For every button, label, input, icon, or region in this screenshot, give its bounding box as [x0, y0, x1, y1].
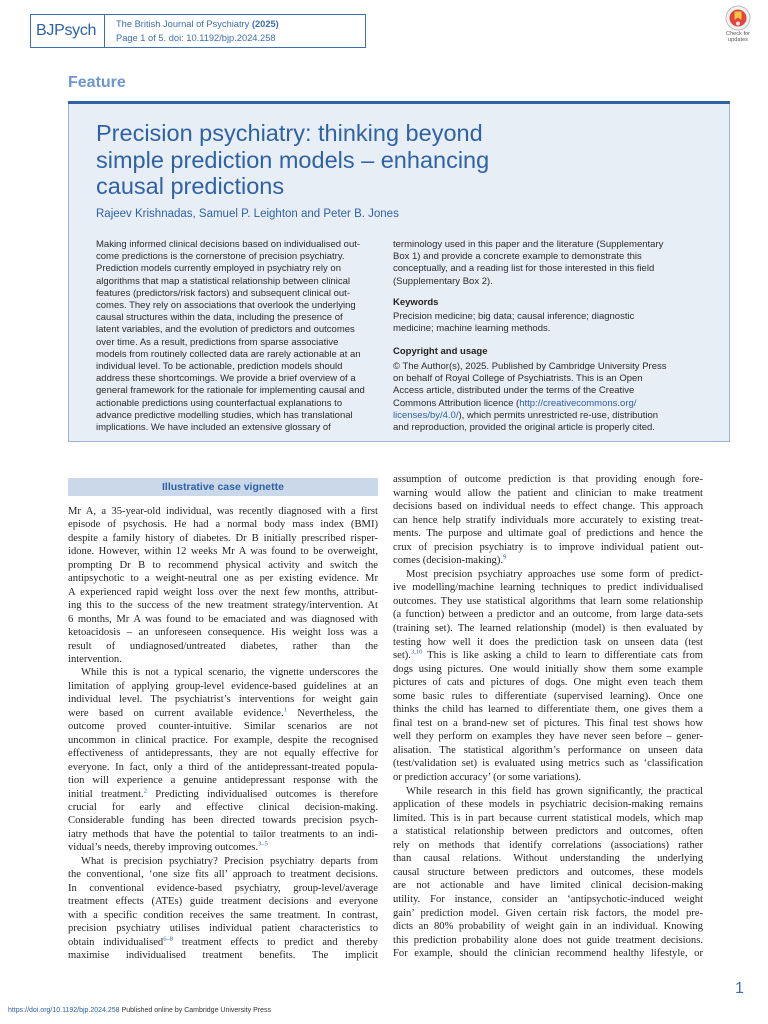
citation-ref[interactable]: 3,10	[410, 648, 423, 656]
body-line: episode of psychosis. He had a normal body mass index (BMI)	[68, 519, 378, 531]
body-line: (test/validation set) is evaluated using metrics such as ‘classification	[393, 758, 703, 770]
abstract-line: algorithms that map a statistical relationship between clinical	[96, 275, 350, 287]
body-line: While this is not a typical scenario, the vignette underscores the	[81, 667, 378, 679]
body-line: some basic rules to differentiate (supervised learning). Once one	[393, 690, 703, 702]
page-footer	[8, 1006, 271, 1015]
body-line: alisation. The statistical algorithm’s performance on unseen data	[393, 744, 703, 756]
abstract-line: causal structures within the data, including the presence of	[96, 312, 343, 324]
journal-name: The British Journal of Psychiatry	[116, 19, 250, 29]
body-line	[68, 841, 378, 854]
abstract-right-column	[393, 239, 693, 288]
body-line: dicts an 80% probability of weight gain in an individual. Knowing	[393, 921, 703, 933]
body-line: gain’ prediction model. Given certain risk factors, the model pre-	[393, 907, 703, 919]
abstract-line: over time. As a result, predictions from sparse associative	[96, 336, 339, 348]
body-line: intervention.	[68, 653, 122, 665]
body-line: rely on methods that identify correlations (associations) rather	[393, 839, 703, 851]
abstract-line: general framework for the rationale for implementing causal and	[96, 385, 365, 397]
body-line: uncommon in clinical practice. For example, despite the recognised	[68, 734, 378, 746]
abstract-line: terminology used in this paper and the literature (Supplementary	[393, 239, 664, 250]
citation-ref[interactable]: 9	[503, 553, 507, 561]
page-number: 1	[735, 980, 744, 997]
copyright-text: Commons Attribution licence (	[393, 397, 520, 409]
body-line	[68, 707, 378, 720]
journal-logo[interactable]: BJPsych	[36, 22, 97, 39]
body-line: a statistical relationship between predictors and outcomes, often	[393, 826, 703, 838]
body-line: effectiveness of antidepressants, they are not equally effective for	[68, 748, 378, 760]
body-line: causal structure between predictors and outcomes, these models	[393, 866, 703, 878]
body-text: treatment effects to predict and thereby	[173, 936, 378, 948]
publisher-note: Published online by Cambridge University Press	[121, 1007, 271, 1014]
abstract-line: comes. They rely on associations that overlook the underlying	[96, 300, 356, 312]
body-text: comes (decision-making).	[393, 555, 504, 567]
body-line: utility. For instance, consider an ‘antipsychotic-induced weight	[393, 893, 703, 905]
body-text: set).	[393, 650, 411, 662]
crossmark-label-2: updates	[728, 37, 748, 44]
title-line: simple prediction models – enhancing	[96, 146, 490, 173]
body-text: initial treatment.	[68, 788, 144, 800]
keywords-heading: Keywords	[393, 297, 439, 308]
section-heading: Illustrative case vignette	[68, 478, 378, 496]
journal-citation	[116, 17, 279, 31]
body-line: A experienced rapid weight loss over the next few months, attribut-	[68, 586, 378, 598]
body-line: In conventional evidence-based psychiatry, group-level/average	[68, 882, 378, 894]
abstract-left-column	[96, 239, 378, 434]
author-list: Rajeev Krishnadas, Samuel P. Leighton and Peter B. Jones	[96, 208, 399, 220]
title-line: causal predictions	[96, 173, 285, 199]
body-line: warning would allow the patient and clinician to make treatment	[393, 487, 703, 499]
body-line: Considerable funding has been directed towards precision psych-	[68, 815, 378, 827]
body-line: with a specific condition receives the same treatment. In contrast,	[68, 909, 378, 921]
body-line: thinks the child has learned to differentiate them, one gives them a	[393, 704, 703, 716]
article-title	[96, 120, 489, 200]
abstract-line: latent variables, and the evolution of predictors and outcomes	[96, 324, 355, 336]
abstract-line: individual level. To be actionable, prediction models should	[96, 361, 343, 373]
abstract-line: address these shortcomings. We provide a brief overview of a	[96, 373, 356, 385]
license-link[interactable]: http://creativecommons.org/	[519, 397, 637, 409]
body-line: or prediction accuracy’ (or some variations).	[393, 772, 582, 784]
abstract-line: models from routinely collected data are rarely actionable at an	[96, 348, 361, 360]
abstract-line: Prediction models currently employed in psychiatry rely on	[96, 263, 341, 275]
body-line: than causal relations. Without understanding the underlying	[393, 853, 703, 865]
abstract-line: implications. We have included an extensive glossary of	[96, 422, 331, 434]
citation-ref[interactable]: 2	[143, 786, 147, 794]
body-text: Nevertheless, the	[286, 707, 378, 719]
body-line	[393, 649, 703, 663]
body-line: result of undiagnosed/untreated diabetes, rather than the	[68, 640, 378, 652]
keywords-line: medicine; machine learning methods.	[393, 323, 551, 335]
copyright-text: ), which permits unrestricted re-use, distribution	[458, 409, 659, 421]
citation-ref[interactable]: 1	[283, 706, 287, 714]
body-line: testing how well it does the prediction task on unseen data (test	[393, 636, 703, 648]
abstract-line: actionable predictions using counterfactual explanations to	[96, 397, 343, 409]
abstract-line: Box 1) and provide a concrete example to demonstrate this	[393, 251, 642, 263]
body-line: assumption of outcome prediction is that providing enough fore-	[393, 474, 703, 485]
body-line: well they perform on examples they have never seen before – gener-	[393, 731, 703, 743]
body-line: everyone. In fact, only a third of the antidepressant-treated popula-	[68, 761, 378, 773]
crossmark-icon	[725, 5, 751, 31]
body-line: ive modelling/machine learning techniques to predict individualised	[393, 582, 703, 594]
body-line: limited. This is in part because current statistical models, which map	[393, 812, 703, 824]
body-line: limitation of applying group-level evidence-based guidelines at an	[68, 680, 378, 692]
copyright-line: and reproduction, provided the original article is properly cited.	[393, 422, 655, 434]
body-line: ments. The purpose and ultimate goal of predictions and hence the	[393, 528, 703, 540]
body-line: the conventional, ‘one size fits all’ approach to treatment decisions.	[68, 869, 378, 881]
keywords-list	[393, 311, 693, 335]
body-right-column	[393, 473, 703, 961]
abstract-line: come predictions is the cornerstone of precision psychiatry.	[96, 251, 345, 263]
body-line: 6 months, Mr A was found to be emaciated and was diagnosed with	[68, 613, 378, 625]
body-line: ing this to the success of the new treatment strategy/intervention. At	[68, 600, 378, 612]
journal-header	[30, 14, 366, 48]
body-line: tion will experience a genuine antidepressant response with the	[68, 775, 378, 787]
page-doi[interactable]: Page 1 of 5. doi: 10.1192/bjp.2024.258	[116, 33, 276, 43]
body-line: final test on a brand-new set of pictures. This final test shows how	[393, 717, 703, 729]
body-line: pictures of cats and pictures of dogs. One might even teach them	[393, 677, 703, 689]
copyright-line	[393, 410, 693, 422]
journal-year: (2025)	[251, 19, 279, 29]
body-line: idone. However, within 12 weeks Mr A was found to be overweight,	[68, 546, 378, 558]
body-line: (training set). The learned relationship (model) is then evaluated by	[393, 623, 703, 635]
body-line	[393, 554, 703, 568]
body-line: application of these models in psychiatric decision-making remains	[393, 799, 703, 811]
journal-info	[116, 17, 279, 45]
abstract-line: (Supplementary Box 2).	[393, 275, 493, 287]
copyright-line: on behalf of Royal College of Psychiatrists. This is an Open	[393, 373, 643, 385]
body-left-column	[68, 505, 378, 962]
body-line: crucial for early and effective clinical decision-making.	[68, 801, 378, 813]
body-line: Mr A, a 35-year-old individual, was recently diagnosed with a first	[68, 506, 378, 517]
body-line: can hence help stratify individuals more accurately to existing treat-	[393, 514, 703, 526]
citation-ref[interactable]: 3–5	[258, 840, 268, 848]
body-line: outcomes. They use statistical algorithms that learn some relationship	[393, 595, 703, 607]
copyright-line	[393, 398, 693, 410]
body-line	[68, 936, 378, 949]
body-line: decisions based on individual needs to effect change. This approach	[393, 501, 703, 513]
body-line: For example, should the clinician recommend healthy lifestyle, or	[393, 948, 703, 960]
body-line: dogs using pictures. One would initially show them some example	[393, 663, 703, 675]
copyright-line: Access article, distributed under the terms of the Creative	[393, 385, 635, 397]
body-text: were based on current available evidence.	[68, 707, 284, 719]
body-text: obtain individualised	[68, 936, 164, 948]
license-link[interactable]: licenses/by/4.0/	[393, 409, 459, 421]
abstract-line: features (predictors/risk factors) and subsequent clinical out-	[96, 287, 350, 299]
check-for-updates-badge[interactable]	[716, 5, 760, 43]
body-line: maximise individualised treatment benefits. The implicit	[68, 949, 378, 961]
body-line: individual level. The psychiatrist’s interventions for weight gain	[68, 694, 378, 706]
body-text: Predicting individualised outcomes is therefore	[146, 788, 378, 800]
body-line	[68, 788, 378, 801]
abstract-line: Making informed clinical decisions based on individualised out-	[96, 239, 361, 250]
copyright-line: © The Author(s), 2025. Published by Cambridge University Press	[393, 361, 667, 372]
header-divider	[104, 15, 105, 47]
copyright-statement	[393, 361, 693, 434]
citation-ref[interactable]: 6–8	[163, 934, 174, 942]
doi-link[interactable]: https://doi.org/10.1192/bjp.2024.258	[8, 1007, 120, 1014]
body-line: Most precision psychiatry approaches use some form of predict-	[406, 568, 703, 580]
crossmark-label-1: Check for	[726, 31, 750, 37]
article-type-label: Feature	[68, 74, 126, 91]
body-text: vidual’s needs, thereby improving outcomes.	[68, 842, 259, 854]
keywords-line: Precision medicine; big data; causal inference; diagnostic	[393, 311, 635, 322]
copyright-heading: Copyright and usage	[393, 346, 488, 357]
title-line: Precision psychiatry: thinking beyond	[96, 120, 483, 146]
body-line: crux of precision psychiatry is to improve individual patient out-	[393, 541, 703, 553]
abstract-line: advance predictive modelling studies, which has translational	[96, 409, 353, 421]
body-line: precision psychiatry utilises individual patient characteristics to	[68, 923, 378, 935]
body-line: despite a family history of diabetes. Dr B initially prescribed risper-	[68, 532, 378, 544]
body-line: ketoacidosis – an unforeseen consequence. His weight loss was a	[68, 627, 378, 639]
body-line: outcome proved counter-intuitive. Similar scenarios are not	[68, 721, 378, 733]
body-line: prompting Dr B to recommend physical activity and switch the	[68, 559, 378, 571]
body-line: What is precision psychiatry? Precision psychiatry departs from	[81, 855, 378, 867]
body-line: iatry methods that have the potential to tailor treatments to an indi-	[68, 828, 378, 840]
body-line: treatment effects (ATEs) guide treatment decisions and everyone	[68, 896, 378, 908]
body-text: This is like asking a child to learn to differentiate cats from	[422, 650, 703, 662]
body-line: this prediction probability alone does not guide treatment decisions.	[393, 934, 703, 946]
body-line: While research in this field has grown significantly, the practical	[406, 785, 703, 797]
abstract-line: conceptually, and a reading list for those interested in this field	[393, 263, 655, 275]
body-line: antipsychotic to a weight-neutral one as per existing evidence. Mr	[68, 573, 378, 585]
body-line: are not actionable and have limited clinical decision-making	[393, 880, 703, 892]
body-line: (a function) between a predictor and an outcome, from large data-sets	[393, 609, 703, 621]
